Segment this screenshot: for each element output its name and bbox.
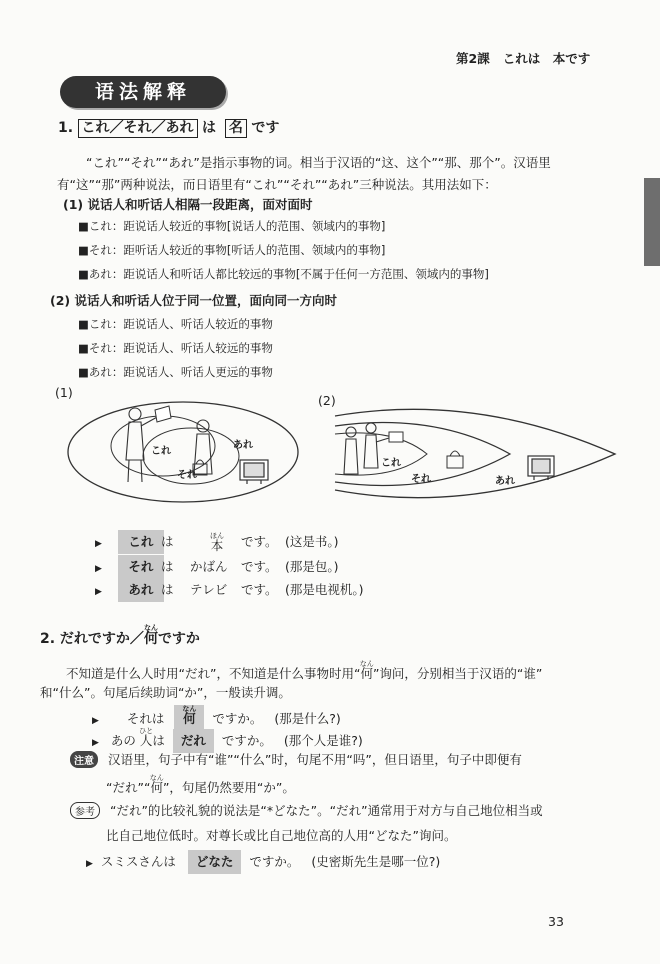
s2-para-line1 xyxy=(66,660,542,682)
s2-title-kanji: 何 xyxy=(143,631,158,647)
lesson-number: 第2課 xyxy=(456,51,490,66)
note-line2 xyxy=(106,774,295,796)
label-are: あれ xyxy=(233,440,253,451)
section-banner: 语法解释 xyxy=(60,76,226,108)
bullet-triangle-icon: ▶ xyxy=(95,564,102,574)
question-word-highlight: だれ xyxy=(173,729,214,753)
noun: テレビ xyxy=(190,582,228,597)
case1-item: ■それ：距听话人较近的事物[听话人的范围、领域内的事物] xyxy=(78,243,386,257)
label-sore: それ xyxy=(177,470,197,481)
book-icon xyxy=(389,432,403,442)
case1-title: (1) 说话人和听话人相隔一段距离，面对面时 xyxy=(63,197,313,212)
case1-item: ■あれ：距说话人和听话人都比较远的事物[不属于任何一方范围、领域内的事物] xyxy=(78,267,489,281)
label-sore: それ xyxy=(411,474,431,485)
figure1-label: (1) xyxy=(55,385,73,400)
translation: (那是包。) xyxy=(285,559,339,574)
furigana: ほん xyxy=(210,532,224,540)
reference-text: “だれ”的比较礼貌的说法是“*どなた”。“だれ”通常用于对方与自己地位相当或 xyxy=(109,803,543,818)
s2-para-text: ”询问，分别相当于汉语的“谁” xyxy=(372,666,543,681)
case2-item: ■あれ：距说话人、听话人更远的事物 xyxy=(78,365,273,379)
bullet-triangle-icon: ▶ xyxy=(92,716,99,726)
note-text: 汉语里，句子中有“谁”“什么”时，句尾不用“吗”，但日语里，句子中即便有 xyxy=(107,752,522,767)
furigana: なん xyxy=(149,774,164,782)
particle: は xyxy=(161,559,174,574)
bullet-triangle-icon: ▶ xyxy=(95,587,102,597)
particle: は xyxy=(161,534,174,549)
note-text: ”，句尾仍然要用“か”。 xyxy=(162,780,295,795)
note-badge: 注意 xyxy=(70,751,98,768)
particle: は xyxy=(161,582,174,597)
furigana: なん xyxy=(359,660,374,668)
s1-para-line1: “これ”“それ”“あれ”是指示事物的词。相当于汉语的“这、这个”“那、那个”。汉语里 xyxy=(86,155,551,170)
subject-kanji: 人 xyxy=(139,733,154,748)
s1-para-line2: 有“这”“那”两种说法，而日语里有“これ”“それ”“あれ”三种说法。其用法如下： xyxy=(57,177,497,192)
bullet-triangle-icon: ▶ xyxy=(95,539,102,549)
example-row xyxy=(95,530,339,554)
question-word-highlight: どなた xyxy=(188,850,242,874)
copula: です。 xyxy=(241,582,278,597)
label-kore: これ xyxy=(151,446,171,457)
reference-line2: 比自己地位低时。对尊长或比自己地位高的人用“どなた”询问。 xyxy=(106,828,457,843)
s2-title-pre: 2. だれですか／ xyxy=(40,631,144,647)
bullet-triangle-icon: ▶ xyxy=(86,859,93,869)
s2-para-text: 不知道是什么人时用“だれ”，不知道是什么事物时用“ xyxy=(66,666,361,681)
example-row xyxy=(95,578,364,602)
translation: (那是电视机。) xyxy=(285,582,364,597)
pronoun-highlight: それ xyxy=(118,555,164,579)
case2-item: ■これ：距说话人、听话人较近的事物 xyxy=(78,317,273,331)
speaker-person-icon xyxy=(126,408,159,482)
s2-heading xyxy=(40,624,200,648)
noun xyxy=(210,532,224,554)
sentence-subject: それは xyxy=(126,711,165,726)
copula: ですか。 xyxy=(249,854,300,869)
running-header xyxy=(456,49,590,67)
s2-para-line2: 和“什么”。句尾后续助词“か”，一般读升调。 xyxy=(40,685,291,700)
pronoun-box: これ／それ／あれ xyxy=(78,119,198,138)
bullet-triangle-icon: ▶ xyxy=(92,738,99,748)
book-icon xyxy=(155,406,171,422)
example-row xyxy=(86,850,440,874)
s1-number: 1. xyxy=(58,120,74,136)
furigana: ひと xyxy=(139,727,154,735)
question-kanji: 何 xyxy=(182,711,197,726)
sentence-subject: スミスさんは xyxy=(100,854,176,869)
note-block xyxy=(70,750,522,768)
s2-title-post: ですか xyxy=(157,631,200,647)
figure2-illustration xyxy=(315,398,630,510)
page-number: 33 xyxy=(548,914,564,929)
case2-title: (2) 说话人和听话人位于同一位置，面向同一方向时 xyxy=(50,293,337,308)
pronoun-highlight: これ xyxy=(118,530,164,554)
translation: (那是什么?) xyxy=(274,711,341,726)
sentence-demonstrative: あの xyxy=(110,733,136,748)
figure2-label: (2) xyxy=(318,393,336,408)
s2-para-kanji: 何 xyxy=(359,666,374,681)
note-text: “だれ”“ xyxy=(106,780,151,795)
tv-icon xyxy=(528,456,554,480)
translation: (这是书。) xyxy=(285,534,339,549)
furigana: なん xyxy=(182,705,197,713)
copula: です。 xyxy=(241,559,278,574)
s1-desu: です xyxy=(251,120,280,136)
noun: かばん xyxy=(190,559,228,574)
copula: ですか。 xyxy=(221,733,272,748)
figure1-illustration xyxy=(55,390,305,508)
case2-item: ■それ：距说话人、听话人较远的事物 xyxy=(78,341,273,355)
area-ellipse-outer xyxy=(68,402,298,502)
tv-icon xyxy=(240,460,268,484)
particle: は xyxy=(152,733,165,748)
label-kore: これ xyxy=(381,458,401,469)
noun-box: 名 xyxy=(225,119,247,138)
bag-icon xyxy=(447,451,463,468)
example-row xyxy=(95,555,339,579)
pronoun-highlight: あれ xyxy=(118,578,164,602)
translation: (史密斯先生是哪一位?) xyxy=(311,854,441,869)
lesson-title: これは 本です xyxy=(502,51,591,66)
case1-item: ■これ：距说话人较近的事物[说话人的范围、领域内的事物] xyxy=(78,219,386,233)
chapter-edge-tab xyxy=(644,178,660,266)
noun-kanji: 本 xyxy=(210,538,224,553)
reference-badge: 参考 xyxy=(70,802,100,819)
s1-wa: は xyxy=(201,120,216,136)
label-are: あれ xyxy=(495,476,515,487)
copula: です。 xyxy=(241,534,278,549)
note-kanji: 何 xyxy=(149,780,164,795)
copula: ですか。 xyxy=(212,711,263,726)
reference-block xyxy=(70,801,543,819)
furigana: なん xyxy=(143,624,158,632)
translation: (那个人是谁?) xyxy=(283,733,363,748)
s1-heading xyxy=(58,117,279,138)
